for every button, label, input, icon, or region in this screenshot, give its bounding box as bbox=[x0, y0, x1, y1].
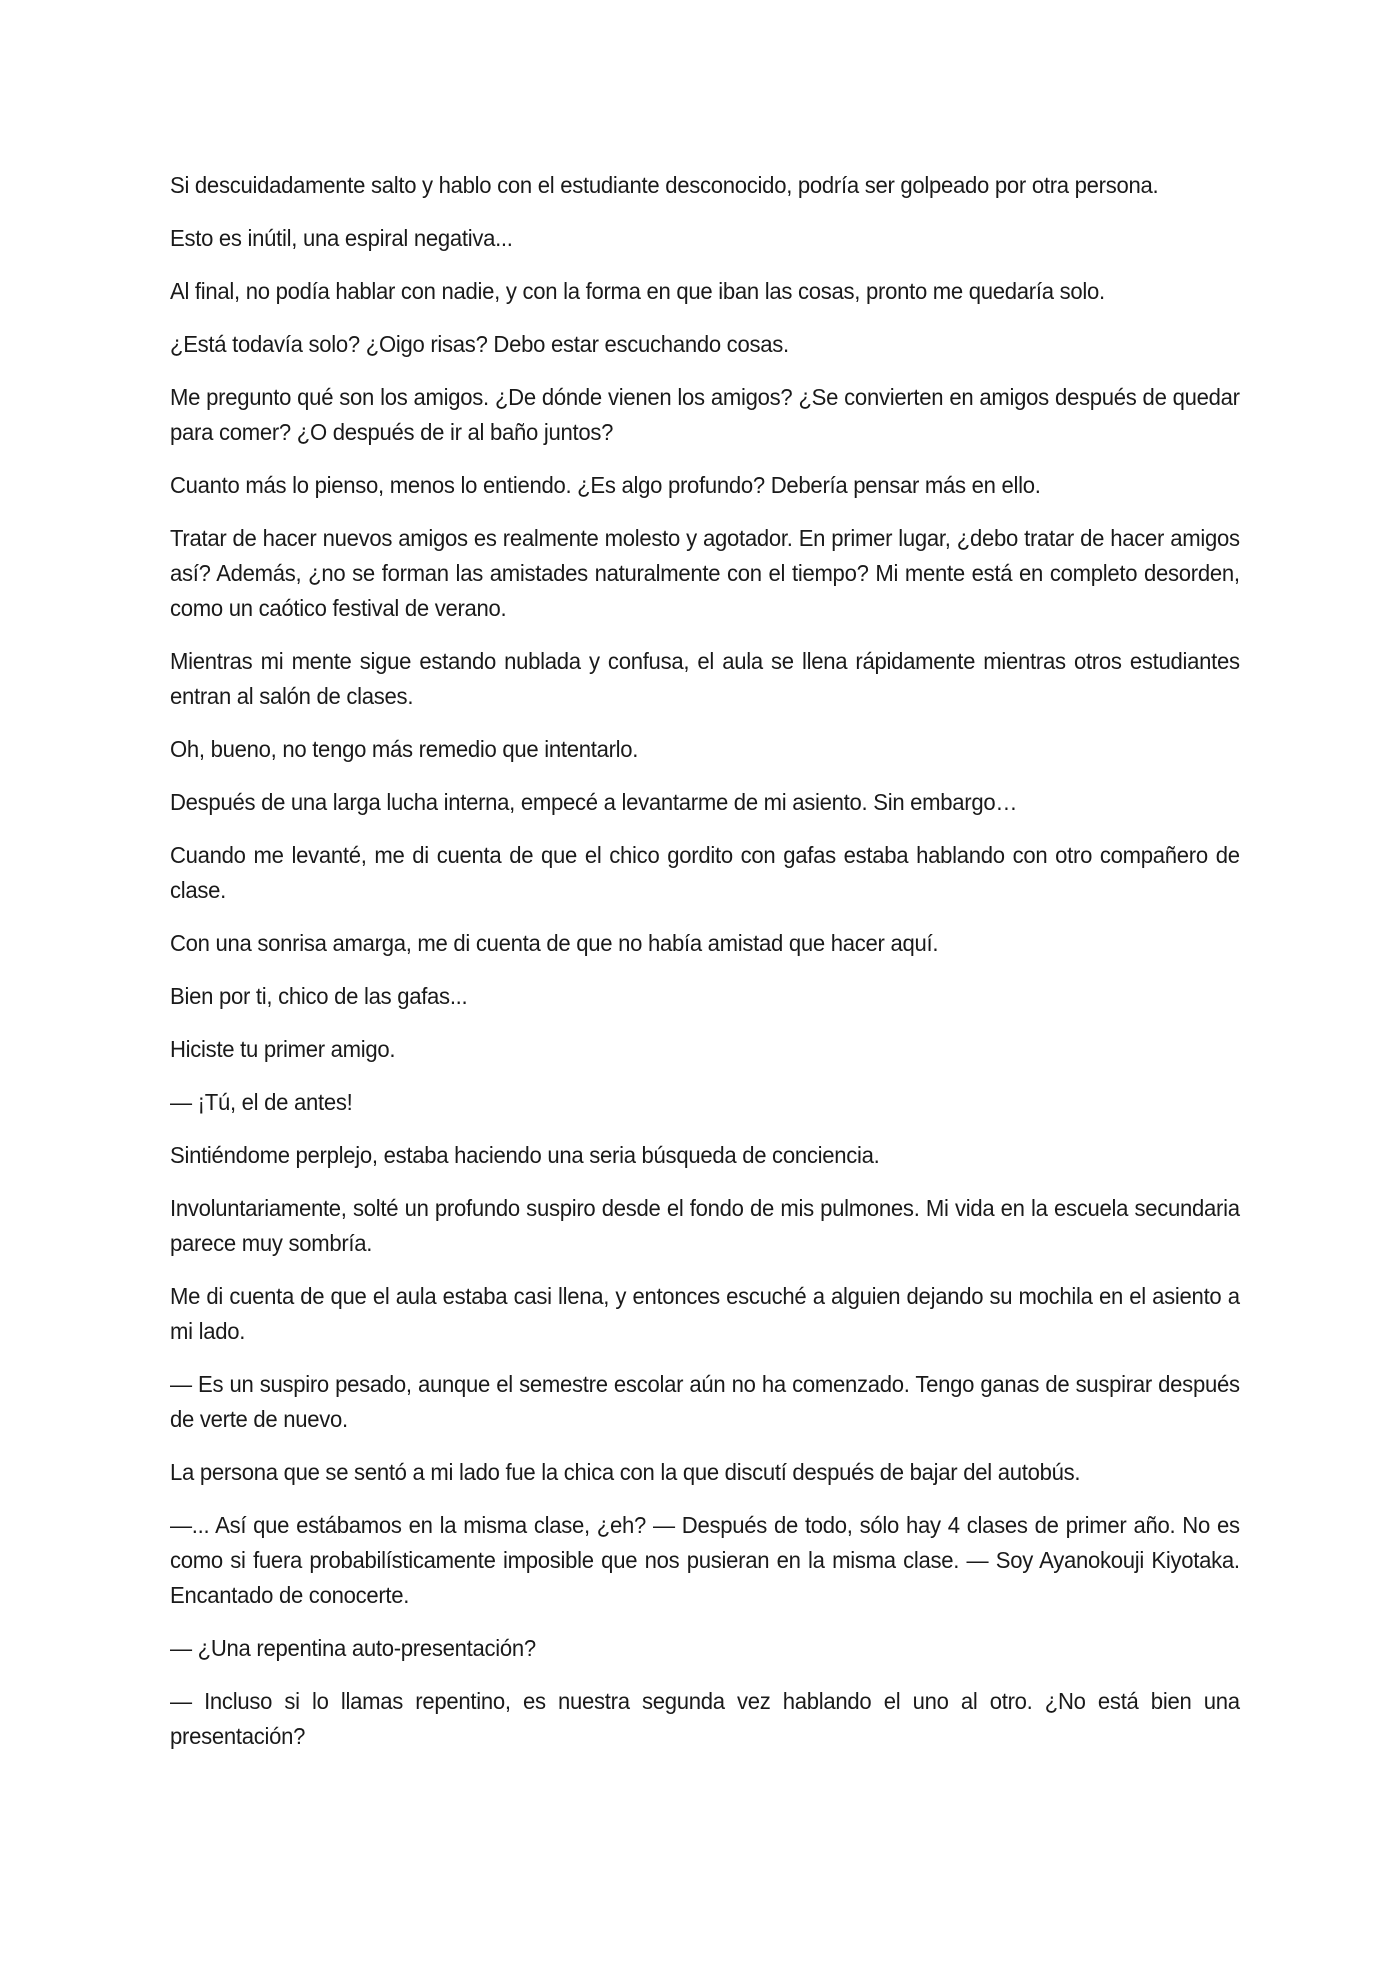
paragraph: Bien por ti, chico de las gafas... bbox=[170, 983, 468, 1009]
paragraph: Me pregunto qué son los amigos. ¿De dónde vienen los amigos? ¿Se convierten en amigos después de quedar para comer? ¿O después de ir al baño juntos? bbox=[170, 384, 1240, 445]
paragraph: Hiciste tu primer amigo. bbox=[170, 1036, 396, 1062]
paragraph: — ¿Una repentina auto-presentación? bbox=[170, 1635, 536, 1661]
paragraph: Esto es inútil, una espiral negativa... bbox=[170, 225, 513, 251]
paragraph: —... Así que estábamos en la misma clase, ¿eh? — Después de todo, sólo hay 4 clases de primer año. No es como si fuera probabilísticamente imposible que nos pusieran en la misma clase. — Soy Ayanokouji Kiyotaka. Encantado de conocerte. bbox=[170, 1512, 1240, 1608]
paragraph: Me di cuenta de que el aula estaba casi llena, y entonces escuché a alguien dejando su mochila en el asiento a mi lado. bbox=[170, 1283, 1240, 1344]
paragraph: Después de una larga lucha interna, empecé a levantarme de mi asiento. Sin embargo… bbox=[170, 789, 1018, 815]
document-body bbox=[170, 168, 1240, 1772]
paragraph: Cuanto más lo pienso, menos lo entiendo. ¿Es algo profundo? Debería pensar más en ello. bbox=[170, 472, 1041, 498]
paragraph: Con una sonrisa amarga, me di cuenta de que no había amistad que hacer aquí. bbox=[170, 930, 939, 956]
paragraph: — Es un suspiro pesado, aunque el semestre escolar aún no ha comenzado. Tengo ganas de suspirar después de verte de nuevo. bbox=[170, 1371, 1240, 1432]
paragraph: La persona que se sentó a mi lado fue la chica con la que discutí después de bajar del autobús. bbox=[170, 1459, 1081, 1485]
paragraph: Oh, bueno, no tengo más remedio que intentarlo. bbox=[170, 736, 639, 762]
paragraph: — ¡Tú, el de antes! bbox=[170, 1089, 353, 1115]
paragraph: Cuando me levanté, me di cuenta de que el chico gordito con gafas estaba hablando con otro compañero de clase. bbox=[170, 842, 1240, 903]
paragraph: Tratar de hacer nuevos amigos es realmente molesto y agotador. En primer lugar, ¿debo tratar de hacer amigos así? Además, ¿no se forman las amistades naturalmente con el tiempo? Mi mente está en completo desorden, como un caótico festival de verano. bbox=[170, 525, 1240, 621]
paragraph: ¿Está todavía solo? ¿Oigo risas? Debo estar escuchando cosas. bbox=[170, 331, 789, 357]
paragraph: Mientras mi mente sigue estando nublada y confusa, el aula se llena rápidamente mientras otros estudiantes entran al salón de clases. bbox=[170, 648, 1240, 709]
paragraph: Involuntariamente, solté un profundo suspiro desde el fondo de mis pulmones. Mi vida en la escuela secundaria parece muy sombría. bbox=[170, 1195, 1240, 1256]
paragraph: Si descuidadamente salto y hablo con el estudiante desconocido, podría ser golpeado por otra persona. bbox=[170, 172, 1159, 198]
paragraph: Al final, no podía hablar con nadie, y con la forma en que iban las cosas, pronto me quedaría solo. bbox=[170, 278, 1105, 304]
paragraph: — Incluso si lo llamas repentino, es nuestra segunda vez hablando el uno al otro. ¿No está bien una presentación? bbox=[170, 1688, 1240, 1749]
paragraph: Sintiéndome perplejo, estaba haciendo una seria búsqueda de conciencia. bbox=[170, 1142, 880, 1168]
